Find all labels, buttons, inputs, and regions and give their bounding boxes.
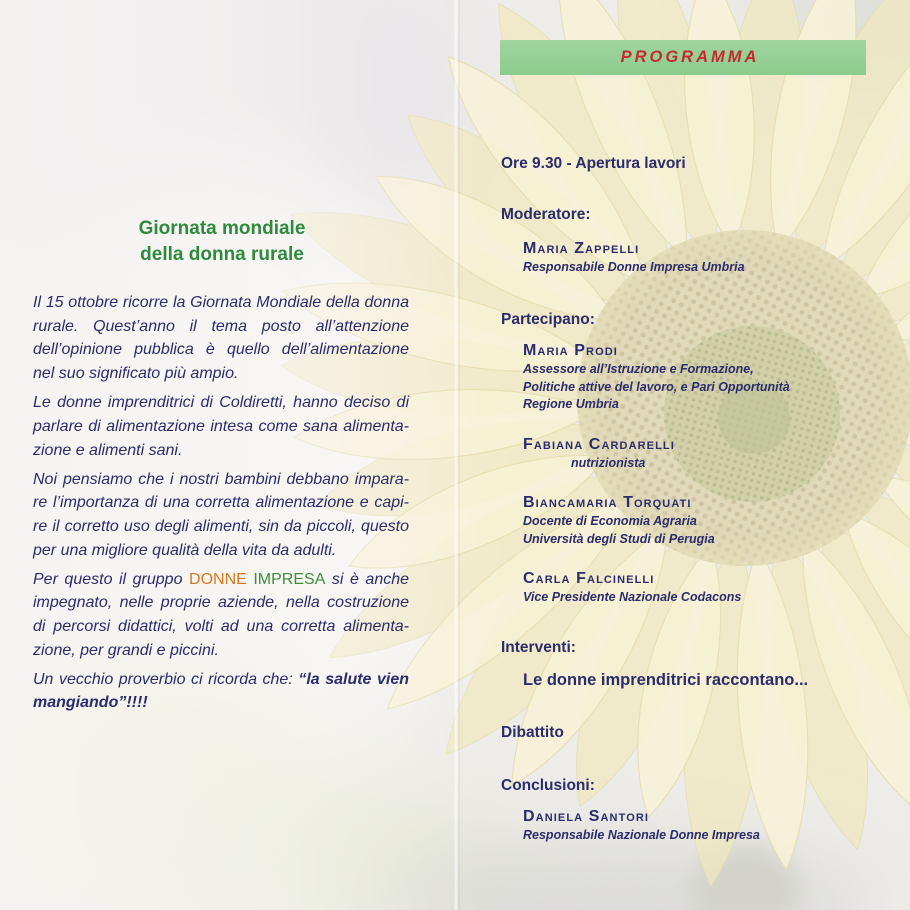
text-line: impegnato, nelle proprie aziende, nella costruzione <box>33 594 409 612</box>
text-line: zione, per grandi e piccini. <box>33 641 219 659</box>
text-line: zione e alimenti sani. <box>33 441 183 459</box>
text-line: dell’opinione pubblica è quello dell’alimentazione <box>33 341 409 359</box>
conclusions-speaker <box>523 807 760 845</box>
text-line: per una migliore qualità della vita da adulti. <box>33 541 337 559</box>
person-role: Regione Umbria <box>523 397 619 411</box>
participant <box>523 569 741 607</box>
text-line: nel suo significato più ampio. <box>33 365 239 383</box>
text-line: rurale. Quest’anno il tema posto all’attenzione <box>33 317 409 335</box>
program-header: PROGRAMMA <box>620 48 760 66</box>
text-line: re il corretto uso degli alimenti, sin da piccoli, questo <box>33 517 409 535</box>
interventions-label: Interventi: <box>501 639 576 656</box>
program-header-bar <box>500 40 866 75</box>
participant <box>523 341 790 414</box>
participants-label: Partecipano: <box>501 311 595 328</box>
participant <box>523 435 675 473</box>
proverb-quote: “la salute vien <box>298 670 409 688</box>
event-title <box>33 216 411 268</box>
person-name: Maria Zappelli <box>523 240 640 257</box>
text-segment: Un vecchio proverbio ci ricorda che: <box>33 670 293 688</box>
person-role: Responsabile Nazionale Donne Impresa <box>523 828 760 842</box>
text-line: Noi pensiamo che i nostri bambini debbano impara- <box>33 470 409 488</box>
brand-donne: DONNE <box>189 570 247 588</box>
text-line: di percorsi didattici, volti ad una corretta alimenta- <box>33 618 409 636</box>
moderator <box>523 239 745 277</box>
proverb-quote: mangiando”!!!! <box>33 694 148 712</box>
participant <box>523 493 715 548</box>
paragraph-proverb <box>33 668 409 715</box>
text-line: re l’importanza di una corretta alimentazione e capi- <box>33 494 409 512</box>
debate-label: Dibattito <box>501 724 564 741</box>
person-role: Responsabile Donne Impresa Umbria <box>523 260 745 274</box>
text-line: Le donne imprenditrici di Coldiretti, hanno deciso di <box>33 394 409 412</box>
paragraph-coldiretti <box>33 391 409 462</box>
text-line: Il 15 ottobre ricorre la Giornata Mondiale della donna <box>33 294 409 311</box>
text-segment: si è anche <box>331 570 410 588</box>
paragraph-rural-day <box>33 291 409 386</box>
event-title-line: Giornata mondiale <box>138 218 306 239</box>
person-role: Politiche attive del lavoro, e Pari Opportunità <box>523 379 790 394</box>
event-title-line: della donna rurale <box>140 244 304 265</box>
person-role: Vice Presidente Nazionale Codacons <box>523 590 742 604</box>
paragraph-donne-impresa <box>33 568 409 663</box>
person-role: Assessore all’Istruzione e Formazione, <box>523 362 754 376</box>
text-line <box>33 668 409 692</box>
person-role: nutrizionista <box>571 456 646 470</box>
person-name: Daniela Santori <box>523 808 650 825</box>
person-name: Fabiana Cardarelli <box>523 436 675 453</box>
person-role: Università degli Studi di Perugia <box>523 531 715 546</box>
paragraph-children <box>33 468 409 563</box>
moderator-label: Moderatore: <box>501 206 591 223</box>
person-name: Biancamaria Torquati <box>523 494 692 511</box>
brand-impresa: IMPRESA <box>253 570 326 588</box>
person-name: Maria Prodi <box>523 342 618 359</box>
text-line: parlare di alimentazione intesa come sana alimenta- <box>33 417 409 435</box>
text-segment: Per questo il gruppo <box>33 570 183 588</box>
opening-time: Ore 9.30 - Apertura lavori <box>501 155 686 172</box>
person-role: Docente di Economia Agraria <box>523 514 697 528</box>
conclusions-label: Conclusioni: <box>501 777 595 794</box>
intro-text <box>33 291 409 720</box>
interventions-title: Le donne imprenditrici raccontano... <box>523 671 809 689</box>
person-name: Carla Falcinelli <box>523 570 655 587</box>
text-line <box>33 568 409 592</box>
